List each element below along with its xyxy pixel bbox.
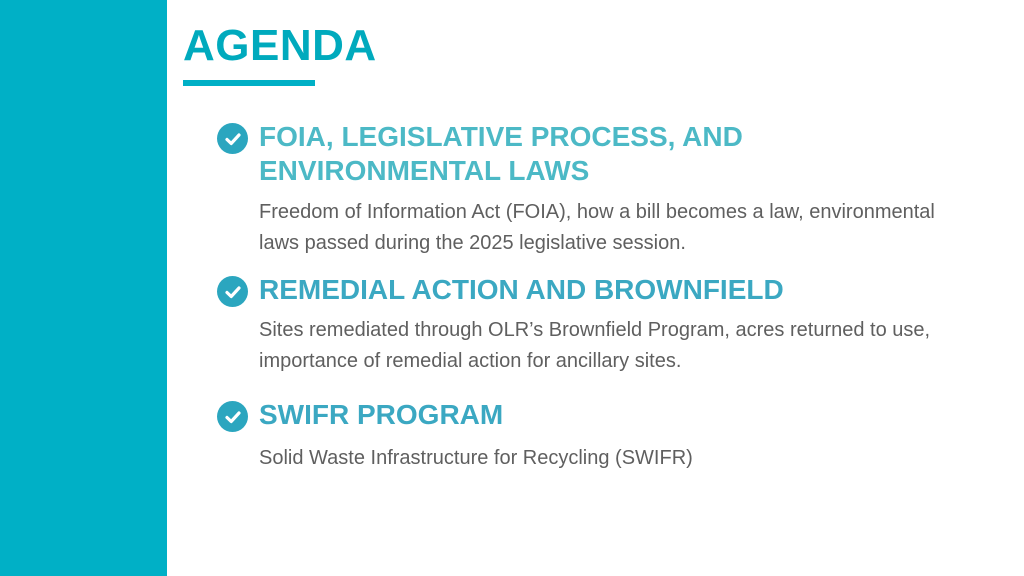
agenda-item-heading: FOIA, LEGISLATIVE PROCESS, AND ENVIRONMENTAL LAWS [259, 121, 743, 186]
slide-title: AGENDA [183, 21, 377, 70]
agenda-item-description: Sites remediated through OLR’s Brownfield Program, acres returned to use, importance of remedial action for ancillary sites. [259, 319, 931, 372]
check-circle-icon [217, 401, 248, 432]
agenda-item-description: Freedom of Information Act (FOIA), how a bill becomes a law, environmental laws passed during the 2025 legislative session. [259, 201, 935, 254]
agenda-item-heading: SWIFR PROGRAM [259, 399, 504, 430]
title-underline [183, 80, 315, 86]
agenda-item-description: Solid Waste Infrastructure for Recycling (SWIFR) [259, 447, 693, 469]
check-circle-icon [217, 123, 248, 154]
check-circle-icon [217, 276, 248, 307]
accent-sidebar [0, 0, 167, 576]
agenda-item-heading: REMEDIAL ACTION AND BROWNFIELD [259, 274, 784, 305]
